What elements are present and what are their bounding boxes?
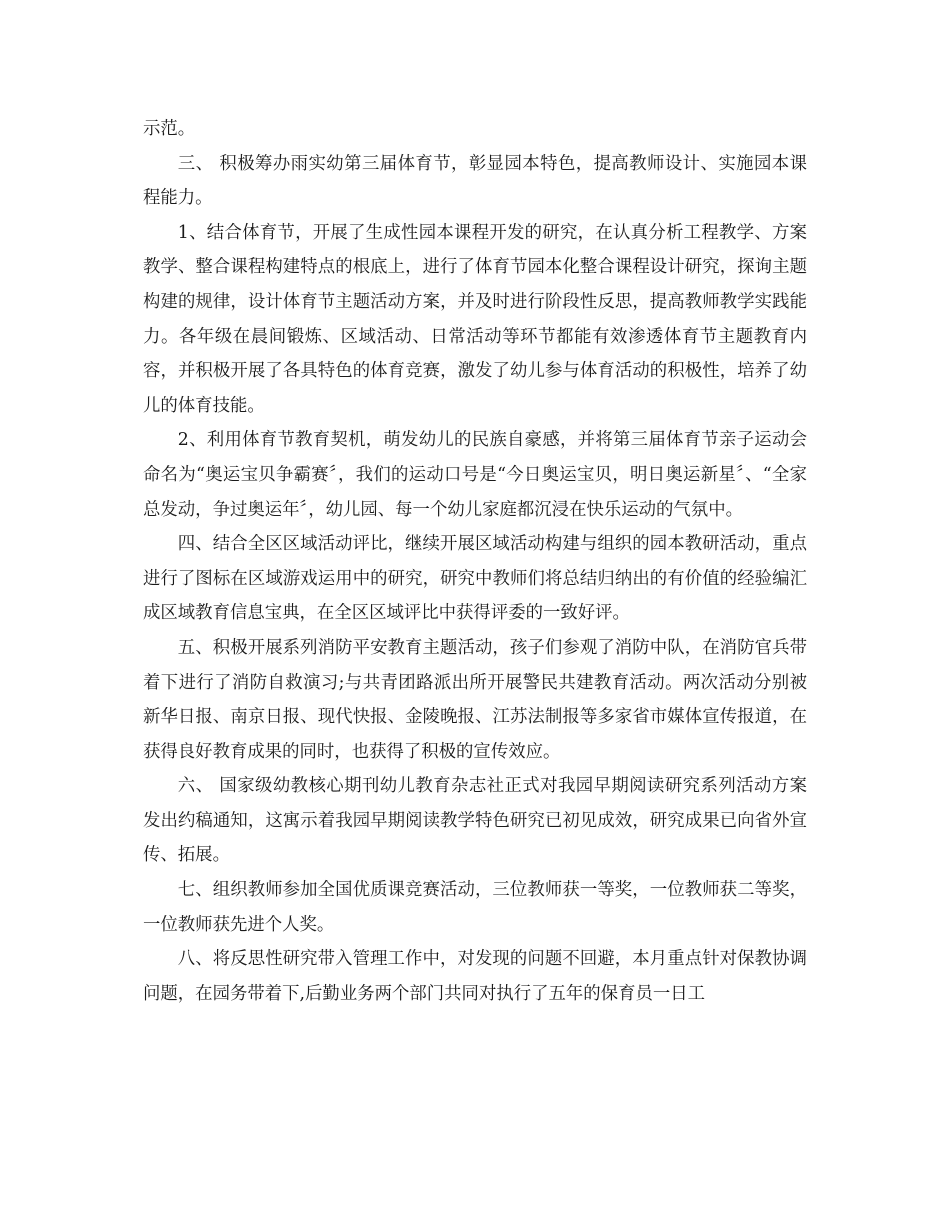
paragraph-section-8: 八、将反思性研究带入管理工作中，对发现的问题不回避，本月重点针对保教协调问题，在园务带着下,后勤业务两个部门共同对执行了五年的保育员一日工: [143, 949, 807, 1004]
paragraph-item-2: 2、利用体育节教育契机，萌发幼儿的民族自豪感，并将第三届体育节亲子运动会命名为“奥运宝贝争霸赛〞，我们的运动口号是“今日奥运宝贝，明日奥运新星〞、“全家总发动，争过奥运年〞，幼儿园、每一个幼儿家庭都沉浸在快乐运动的气氛中。: [143, 430, 807, 520]
paragraph-section-4: 四、结合全区区域活动评比，继续开展区域活动构建与组织的园本教研活动，重点进行了图标在区域游戏运用中的研究，研究中教师们将总结归纳出的有价值的经验编汇成区域教育信息宝典，在全区区域评比中获得评委的一致好评。: [143, 534, 807, 624]
paragraph-continuation: 示范。: [143, 119, 196, 139]
document-body: [143, 112, 807, 1011]
paragraph-item-1: 1、结合体育节，开展了生成性园本课程开发的研究，在认真分析工程教学、方案教学、整合课程构建特点的根底上，进行了体育节园本化整合课程设计研究，探询主题构建的规律，设计体育节主题活动方案，并及时进行阶段性反思，提高教师教学实践能力。各年级在晨间锻炼、区域活动、日常活动等环节都能有效渗透体育节主题教育内容，并积极开展了各具特色的体育竞赛，激发了幼儿参与体育活动的积极性，培养了幼儿的体育技能。: [143, 222, 807, 416]
paragraph-section-5: 五、积极开展系列消防平安教育主题活动，孩子们参观了消防中队，在消防官兵带着下进行了消防自救演习;与共青团路派出所开展警民共建教育活动。两次活动分别被新华日报、南京日报、现代快报、金陵晚报、江苏法制报等多家省市媒体宣传报道，在获得良好教育成果的同时，也获得了积极的宣传效应。: [143, 637, 807, 762]
paragraph-section-7: 七、组织教师参加全国优质课竞赛活动，三位教师获一等奖，一位教师获二等奖，一位教师获先进个人奖。: [143, 880, 807, 935]
paragraph-section-6: 六、 国家级幼教核心期刊幼儿教育杂志社正式对我园早期阅读研究系列活动方案发出约稿通知，这寓示着我园早期阅读教学特色研究已初见成效，研究成果已向省外宣传、拓展。: [143, 776, 807, 866]
paragraph-section-3: 三、 积极筹办雨实幼第三届体育节，彰显园本特色，提高教师设计、实施园本课程能力。: [143, 153, 807, 209]
